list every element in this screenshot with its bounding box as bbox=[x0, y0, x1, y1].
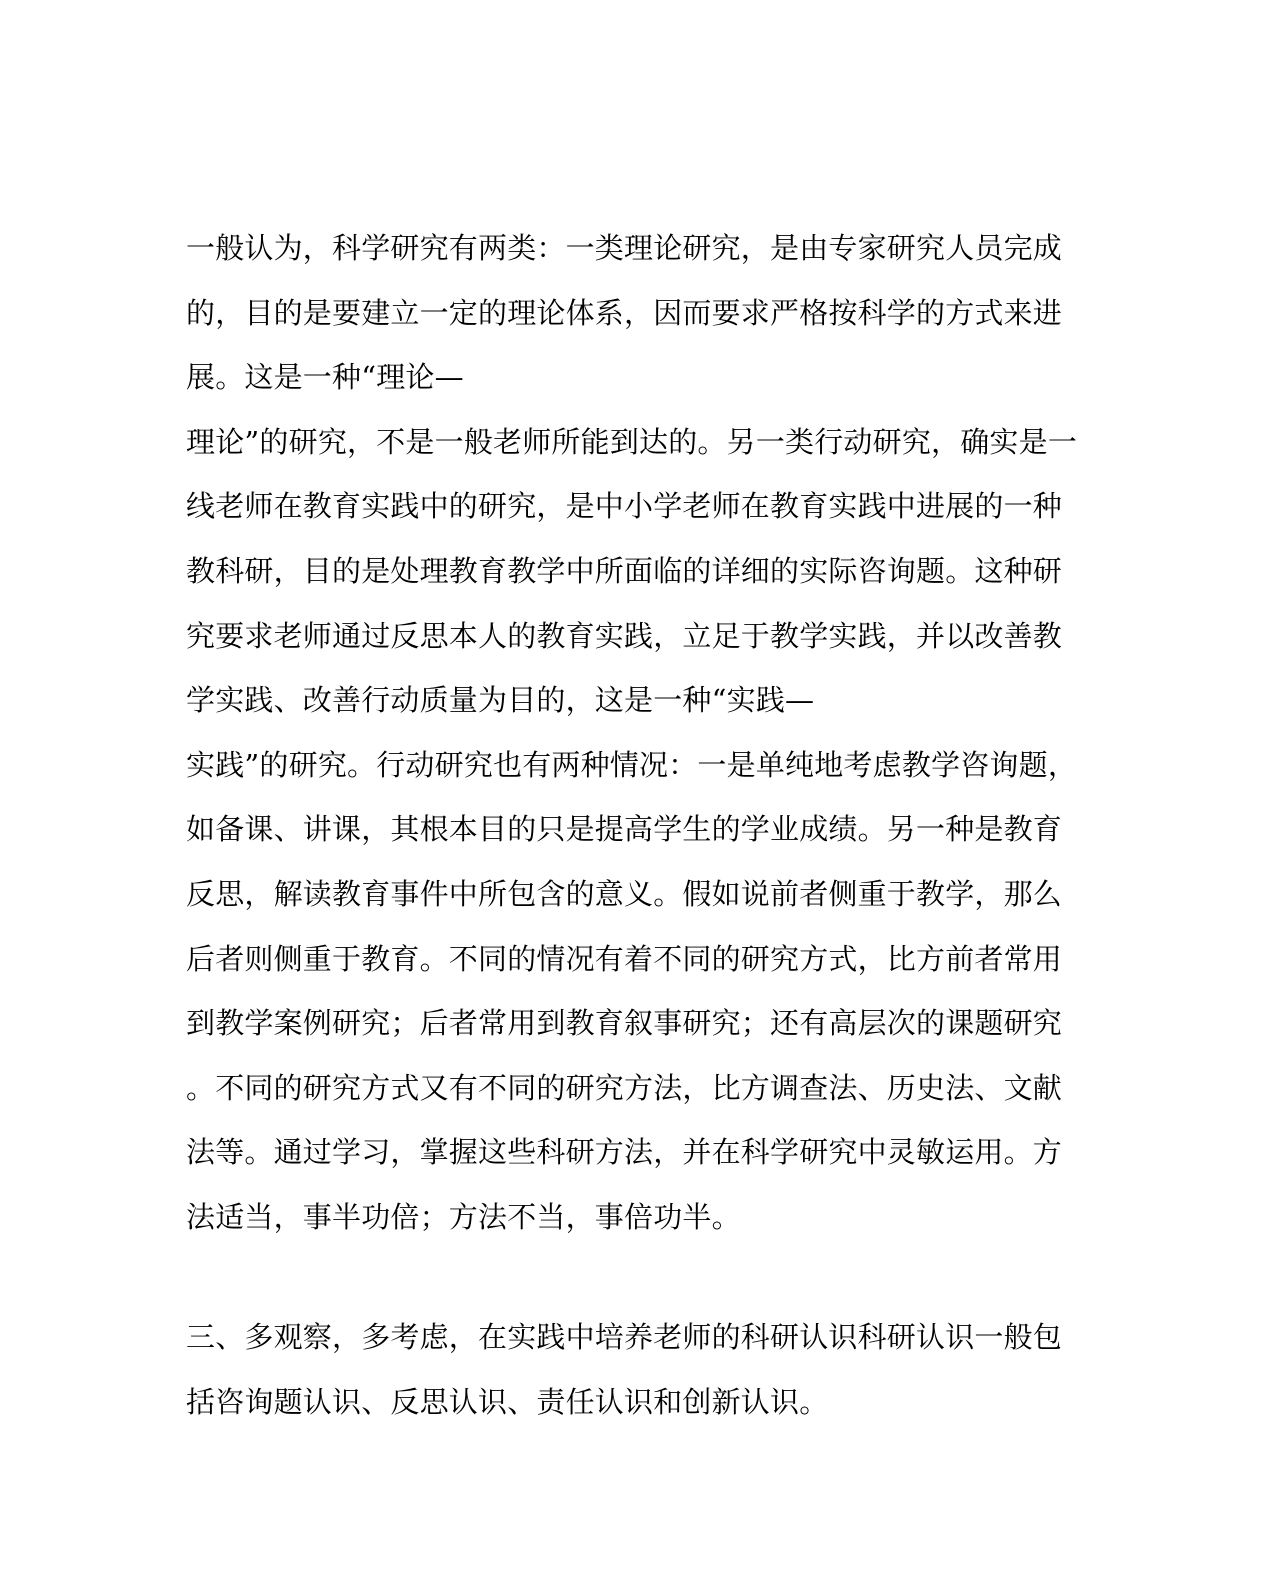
text-line: 的，目的是要建立一定的理论体系，因而要求严格按科学的方式来进 bbox=[186, 295, 1063, 330]
text-line: 到教学案例研究；后者常用到教育叙事研究；还有高层次的课题研究 bbox=[186, 1006, 1063, 1041]
text-line: 括咨询题认识、反思认识、责任认识和创新认识。 bbox=[186, 1384, 829, 1419]
text-line: 理论”的研究，不是一般老师所能到达的。另一类行动研究，确实是一 bbox=[186, 424, 1078, 459]
text-line: 法等。通过学习，掌握这些科研方法，并在科学研究中灵敏运用。方 bbox=[186, 1135, 1063, 1170]
text-line: 一般认为，科学研究有两类：一类理论研究，是由专家研究人员完成 bbox=[186, 231, 1063, 265]
text-line: 后者则侧重于教育。不同的情况有着不同的研究方式，比方前者常用 bbox=[186, 941, 1063, 976]
text-line: 法适当，事半功倍；方法不当，事倍功半。 bbox=[186, 1199, 741, 1234]
text-line: 。不同的研究方式又有不同的研究方法，比方调查法、历史法、文献 bbox=[186, 1070, 1063, 1105]
text-line: 教科研，目的是处理教育教学中所面临的详细的实际咨询题。这种研 bbox=[186, 553, 1063, 588]
paragraph-section-three bbox=[186, 1305, 1086, 1434]
text-line: 展。这是一种“理论— bbox=[186, 360, 464, 395]
text-line: 实践”的研究。行动研究也有两种情况：一是单纯地考虑教学咨询题， bbox=[186, 747, 1078, 782]
text-line: 如备课、讲课，其根本目的只是提高学生的学业成绩。另一种是教育 bbox=[186, 812, 1063, 847]
text-line: 学实践、改善行动质量为目的，这是一种“实践— bbox=[186, 683, 815, 718]
section-heading-line: 三、多观察，多考虑，在实践中培养老师的科研认识科研认识一般包 bbox=[186, 1320, 1063, 1354]
text-line: 究要求老师通过反思本人的教育实践，立足于教学实践，并以改善教 bbox=[186, 618, 1063, 653]
text-line: 反思，解读教育事件中所包含的意义。假如说前者侧重于教学，那么 bbox=[186, 876, 1063, 911]
text-line: 线老师在教育实践中的研究，是中小学老师在教育实践中进展的一种 bbox=[186, 489, 1063, 524]
paragraph-research-types bbox=[186, 216, 1086, 1250]
